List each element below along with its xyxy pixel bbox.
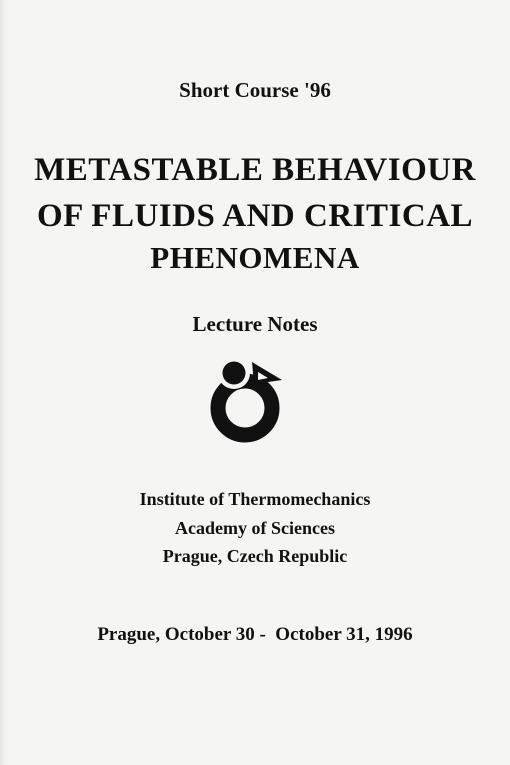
event-dates: Prague, October 30 - October 31, 1996 (97, 624, 413, 645)
institution-line-1: Institute of Thermomechanics (139, 489, 371, 509)
title-line-2: OF FLUIDS AND CRITICAL (36, 198, 474, 234)
page-edge-shadow (0, 0, 6, 765)
short-course-heading: Short Course '96 (179, 78, 331, 102)
institute-logo-icon (208, 358, 286, 444)
institution-line-3: Prague, Czech Republic (162, 546, 348, 566)
lecture-notes-label: Lecture Notes (192, 312, 318, 336)
title-line-3: PHENOMENA (150, 240, 360, 275)
institution-line-2: Academy of Sciences (175, 518, 335, 538)
title-line-1: METASTABLE BEHAVIOUR (34, 152, 476, 188)
